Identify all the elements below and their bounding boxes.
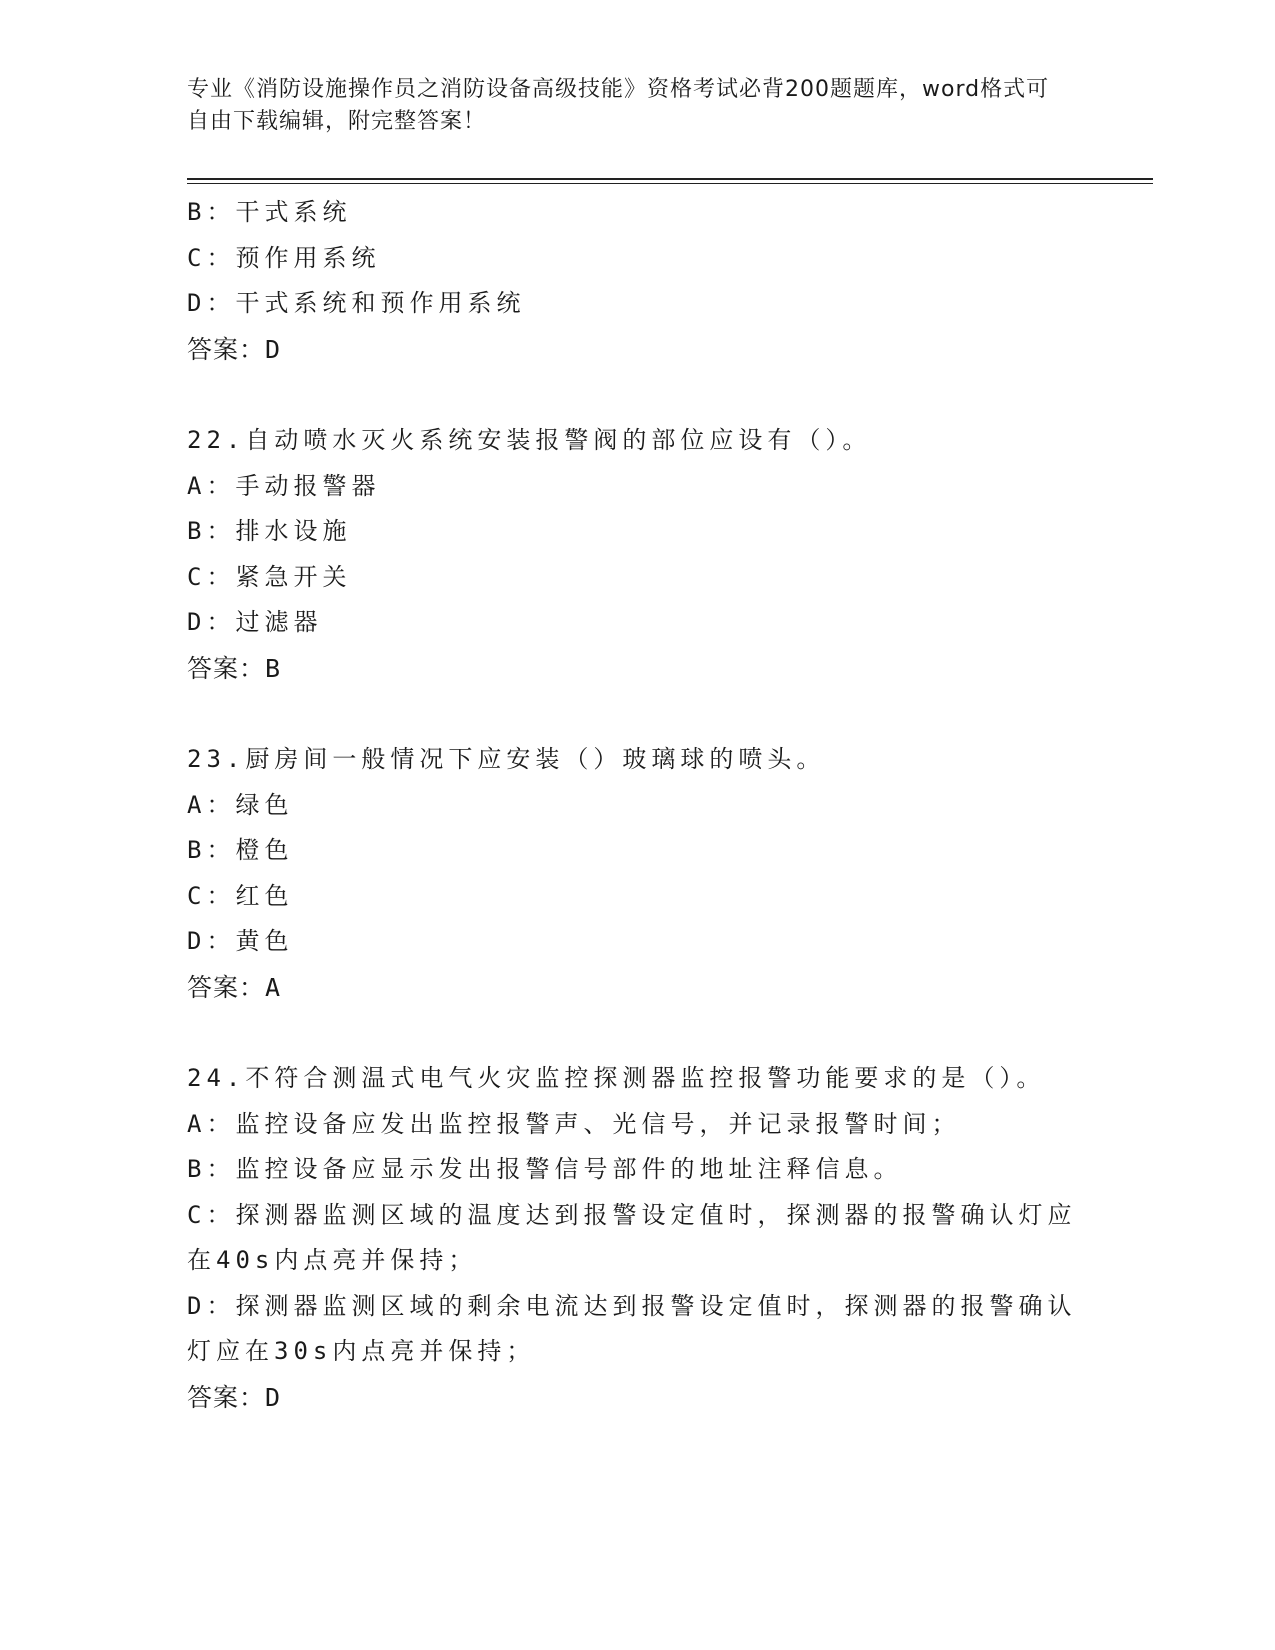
option-c: C：预作用系统 — [187, 243, 381, 272]
question-stem: 23.厨房间一般情况下应安装（）玻璃球的喷头。 — [187, 745, 826, 773]
question-block-23 — [187, 737, 1087, 1010]
question-block-24 — [187, 1056, 1087, 1420]
header-rule-thin — [187, 183, 1153, 184]
answer-label: 答案： — [187, 334, 266, 364]
option-d: D：探测器监测区域的剩余电流达到报警设定值时，探测器的报警确认灯应在30s内点亮并保持； — [187, 1291, 1077, 1365]
spacer — [187, 691, 1087, 737]
answer-value: D — [265, 334, 282, 364]
option-a: A：绿色 — [187, 790, 294, 819]
document-body — [187, 190, 1087, 1420]
option-c: C：紧急开关 — [187, 562, 352, 591]
answer-line — [187, 1375, 1087, 1421]
question-stem: 22.自动喷水灭火系统安装报警阀的部位应设有（）。 — [187, 426, 872, 454]
question-stem: 24.不符合测温式电气火灾监控探测器监控报警功能要求的是（）。 — [187, 1064, 1046, 1092]
answer-value: A — [265, 972, 282, 1002]
option-d: D：干式系统和预作用系统 — [187, 289, 526, 317]
document-header: 专业《消防设施操作员之消防设备高级技能》资格考试必背200题题库，word格式可自由下载编辑，附完整答案！ — [187, 77, 1050, 134]
answer-value: D — [265, 1382, 282, 1412]
answer-line — [187, 327, 1087, 373]
option-b: B：监控设备应显示发出报警信号部件的地址注释信息。 — [187, 1155, 903, 1183]
spacer — [187, 1010, 1087, 1056]
option-b: B：干式系统 — [187, 198, 352, 226]
answer-label: 答案： — [187, 1382, 266, 1412]
option-b: B：橙色 — [187, 836, 294, 864]
answer-line — [187, 965, 1087, 1011]
answer-label: 答案： — [187, 653, 266, 683]
option-b: B：排水设施 — [187, 517, 352, 545]
answer-value: B — [265, 653, 282, 683]
answer-line — [187, 646, 1087, 692]
option-d: D：黄色 — [187, 927, 294, 955]
answer-label: 答案： — [187, 972, 266, 1002]
question-block-continued — [187, 190, 1087, 372]
question-block-22 — [187, 418, 1087, 691]
header-rule-thick — [187, 178, 1153, 180]
option-a: A：手动报警器 — [187, 471, 381, 500]
option-c: C：红色 — [187, 881, 294, 910]
spacer — [187, 372, 1087, 418]
option-d: D：过滤器 — [187, 608, 323, 636]
option-a: A：监控设备应发出监控报警声、光信号，并记录报警时间； — [187, 1109, 961, 1138]
option-c: C：探测器监测区域的温度达到报警设定值时，探测器的报警确认灯应在40s内点亮并保持； — [187, 1200, 1077, 1274]
